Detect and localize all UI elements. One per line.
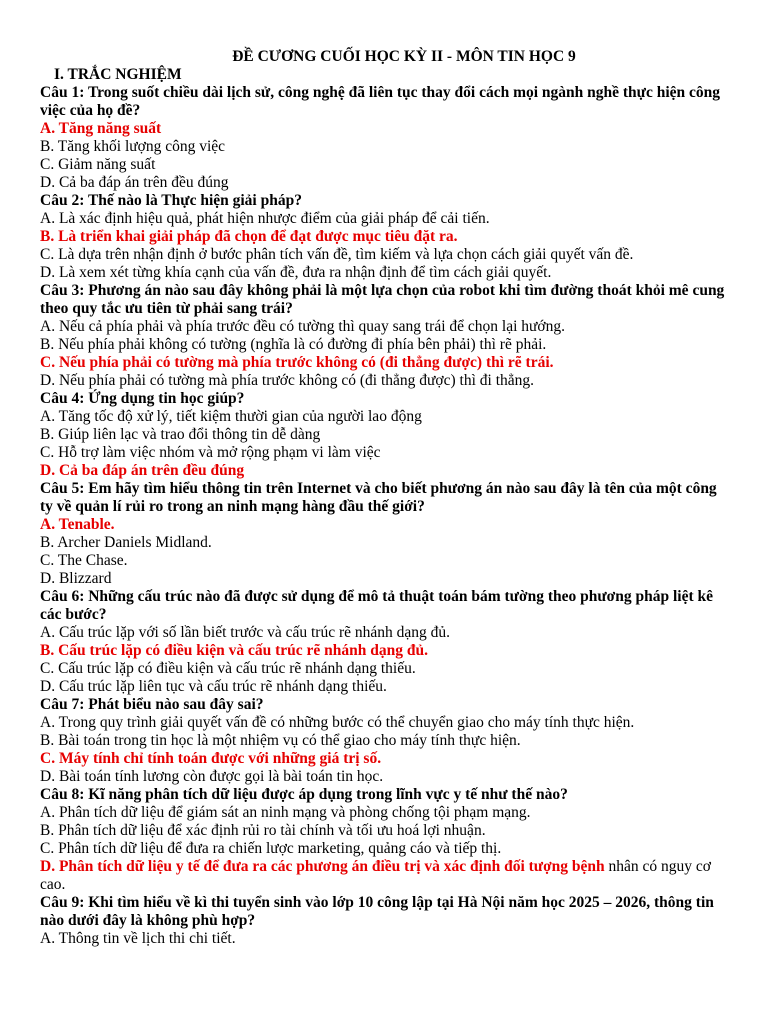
answer-option: C. Là dựa trên nhận định ở bước phân tích vấn đề, tìm kiếm và lựa chọn cách giải quyết vấn đề. <box>40 246 634 263</box>
answer-option-correct <box>40 120 728 138</box>
answer-option: A. Là xác định hiệu quả, phát hiện nhược điểm của giải pháp để cải tiến. <box>40 210 490 227</box>
answer-option: D. Bài toán tính lương còn được gọi là bài toán tin học. <box>40 768 384 785</box>
answer-option-correct <box>40 516 728 534</box>
answer-option: D. Nếu phía phải có tường mà phía trước không có (đi thẳng được) thì đi thẳng. <box>40 372 535 389</box>
answer-option-correct <box>40 642 728 660</box>
answer-option-text: C. Máy tính chỉ tính toán được với những giá trị số. <box>40 750 382 767</box>
answer-option: C. Phân tích dữ liệu để đưa ra chiến lược marketing, quảng cáo và tiếp thị. <box>40 840 502 857</box>
question-block <box>40 192 728 282</box>
question-block <box>40 84 728 192</box>
answer-option: C. The Chase. <box>40 552 128 569</box>
question-text: Câu 8: Kĩ năng phân tích dữ liệu được áp dụng trong lĩnh vực y tế như thế nào? <box>40 786 568 803</box>
question-text: Câu 5: Em hãy tìm hiểu thông tin trên Internet và cho biết phương án nào sau đây là tên của một công ty về quản lí rủi ro trong an ninh mạng hàng đầu thế giới? <box>40 480 717 515</box>
answer-option: B. Phân tích dữ liệu để xác định rủi ro tài chính và tối ưu hoá lợi nhuận. <box>40 822 486 839</box>
answer-option: A. Tăng tốc độ xử lý, tiết kiệm thười gian của người lao động <box>40 408 422 425</box>
section-heading: I. TRẮC NGHIỆM <box>54 66 182 83</box>
answer-option: B. Tăng khối lượng công việc <box>40 138 226 155</box>
answer-option-text: D. Cả ba đáp án trên đều đúng <box>40 462 245 479</box>
answer-option: D. Cấu trúc lặp liên tục và cấu trúc rẽ nhánh dạng thiếu. <box>40 678 387 695</box>
answer-option-correct <box>40 228 728 246</box>
question-block <box>40 480 728 588</box>
answer-option: D. Là xem xét từng khía cạnh của vấn đề, đưa ra nhận định để tìm cách giải quyết. <box>40 264 552 281</box>
answer-option: B. Nếu phía phải không có tường (nghĩa là có đường đi phía bên phải) thì rẽ phải. <box>40 336 547 353</box>
answer-option: D. Cả ba đáp án trên đều đúng <box>40 174 229 191</box>
answer-option: A. Cấu trúc lặp với số lần biết trước và cấu trúc rẽ nhánh dạng đủ. <box>40 624 451 641</box>
answer-option-text: D. Phân tích dữ liệu y tế để đưa ra các phương án điều trị và xác định đối tượng bệnh <box>40 858 605 875</box>
question-block <box>40 390 728 480</box>
document-title: ĐỀ CƯƠNG CUỐI HỌC KỲ II - MÔN TIN HỌC 9 <box>232 48 576 65</box>
answer-option-correct <box>40 858 728 894</box>
answer-option: C. Cấu trúc lặp có điều kiện và cấu trúc rẽ nhánh dạng thiếu. <box>40 660 416 677</box>
answer-option: A. Phân tích dữ liệu để giám sát an ninh mạng và phòng chống tội phạm mạng. <box>40 804 531 821</box>
question-text: Câu 3: Phương án nào sau đây không phải là một lựa chọn của robot khi tìm đường thoát khỏi mê cung theo quy tắc ưu tiên từ phải sang trái? <box>40 282 725 317</box>
answer-option-text: B. Là triển khai giải pháp đã chọn để đạt được mục tiêu đặt ra. <box>40 228 458 245</box>
answer-option-correct <box>40 750 728 768</box>
answer-option-text: C. Nếu phía phải có tường mà phía trước không có (đi thẳng được) thì rẽ trái. <box>40 354 554 371</box>
question-block <box>40 786 728 894</box>
answer-option-text: A. Tenable. <box>40 516 115 533</box>
question-block <box>40 696 728 786</box>
question-text: Câu 1: Trong suốt chiều dài lịch sử, công nghệ đã liên tục thay đổi cách mọi ngành nghề thực hiện công việc của họ đề? <box>40 84 721 119</box>
answer-option: A. Trong quy trình giải quyết vấn đề có những bước có thể chuyển giao cho máy tính thực hiện. <box>40 714 635 731</box>
question-text: Câu 9: Khi tìm hiểu về kì thi tuyển sinh vào lớp 10 công lập tại Hà Nội năm học 2025 – 2026, thông tin nào dưới đây là không phù hợp? <box>40 894 714 929</box>
answer-option: B. Giúp liên lạc và trao đổi thông tin dễ dàng <box>40 426 321 443</box>
question-text: Câu 2: Thế nào là Thực hiện giải pháp? <box>40 192 302 209</box>
answer-option-correct <box>40 354 728 372</box>
answer-option: B. Bài toán trong tin học là một nhiệm vụ có thể giao cho máy tính thực hiện. <box>40 732 521 749</box>
answer-option: C. Hỗ trợ làm việc nhóm và mở rộng phạm vi làm việc <box>40 444 381 461</box>
question-block <box>40 588 728 696</box>
answer-option-tail: nhân có nguy cơ cao. <box>40 858 711 893</box>
question-text: Câu 4: Ứng dụng tin học giúp? <box>40 390 245 407</box>
answer-option-correct <box>40 462 728 480</box>
answer-option: C. Giảm năng suất <box>40 156 156 173</box>
answer-option: B. Archer Daniels Midland. <box>40 534 212 551</box>
question-text: Câu 6: Những cấu trúc nào đã được sử dụng để mô tả thuật toán bám tường theo phương pháp liệt kê các bước? <box>40 588 713 623</box>
question-block <box>40 282 728 390</box>
answer-option: A. Thông tin về lịch thi chi tiết. <box>40 930 236 947</box>
answer-option: D. Blizzard <box>40 570 112 587</box>
question-list <box>40 84 728 948</box>
answer-option-text: B. Cấu trúc lặp có điều kiện và cấu trúc rẽ nhánh dạng đủ. <box>40 642 428 659</box>
answer-option-text: A. Tăng năng suất <box>40 120 162 137</box>
answer-option: A. Nếu cả phía phải và phía trước đều có tường thì quay sang trái để chọn lại hướng. <box>40 318 565 335</box>
question-text: Câu 7: Phát biểu nào sau đây sai? <box>40 696 264 713</box>
question-block <box>40 894 728 948</box>
